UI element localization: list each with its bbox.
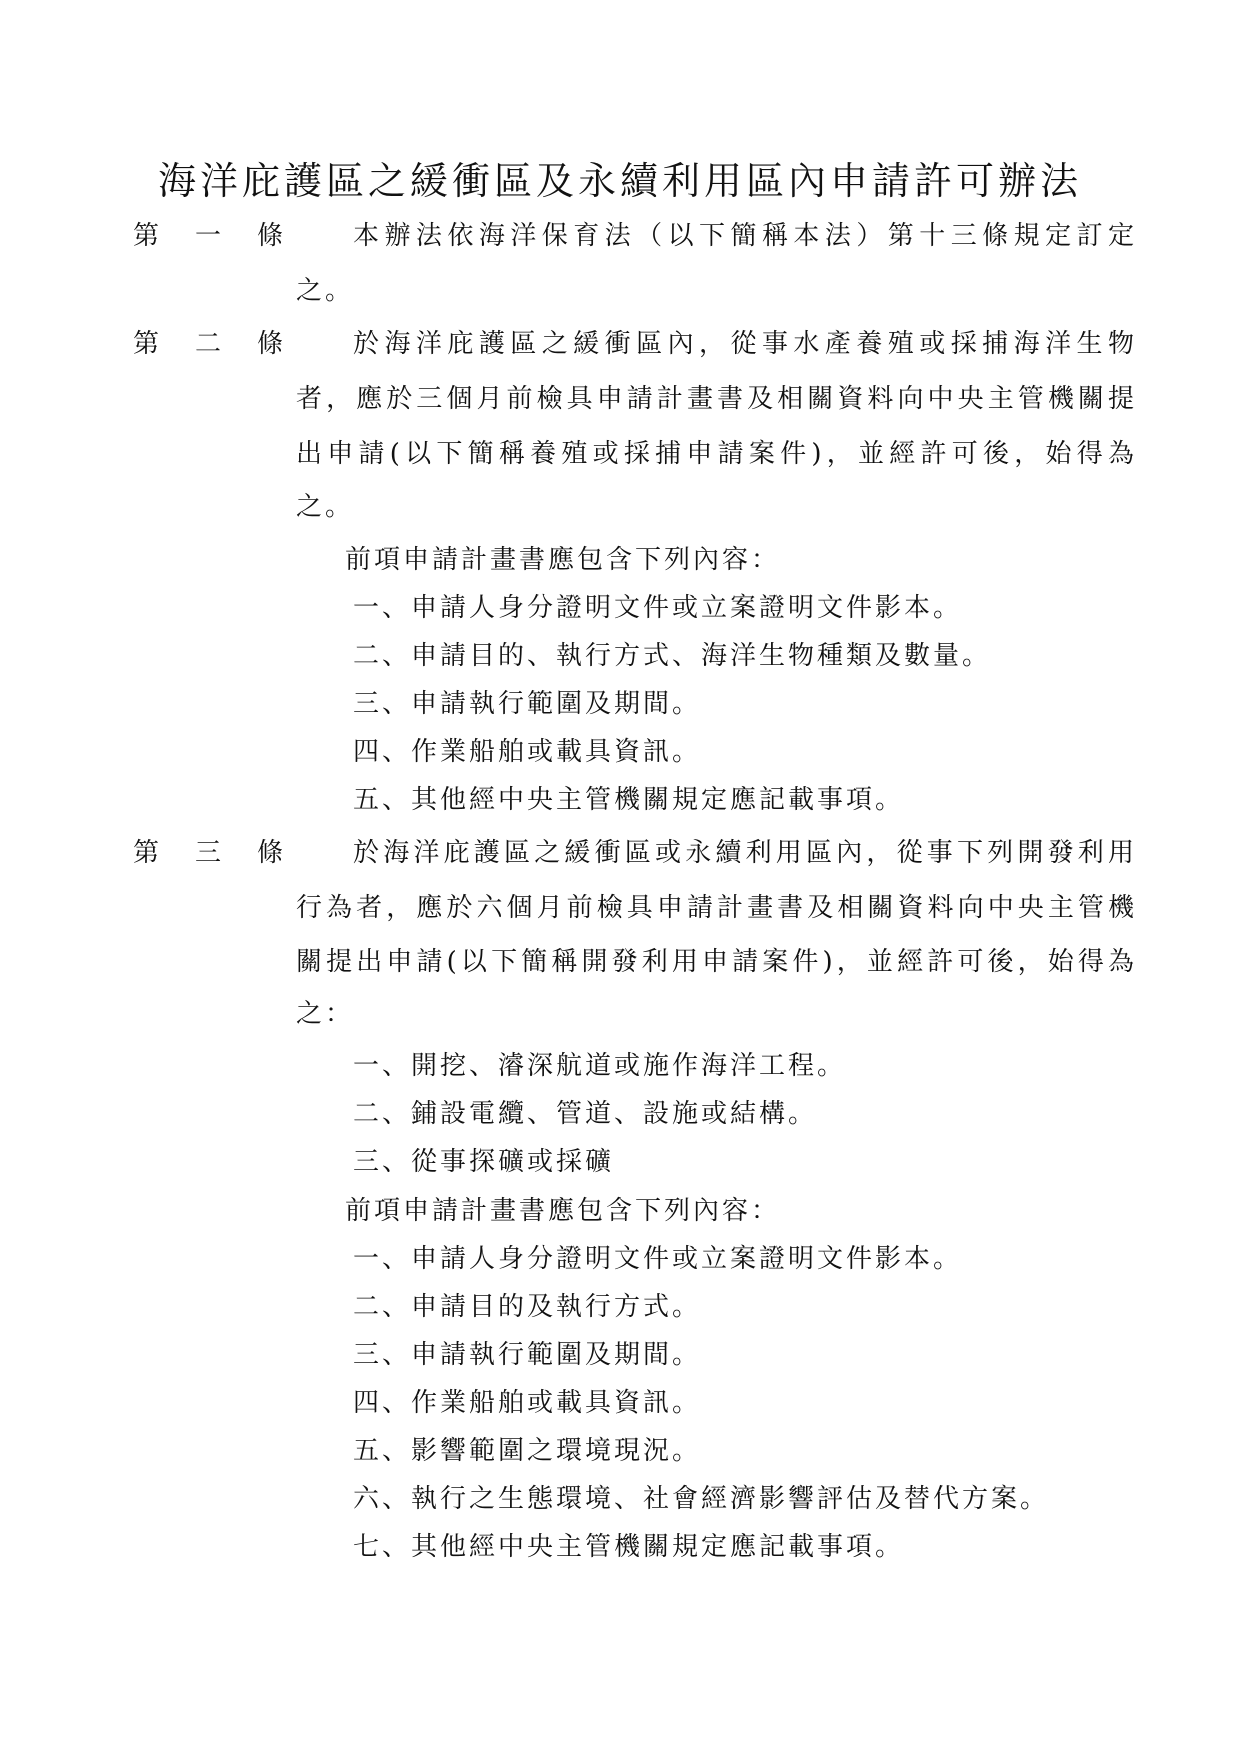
article-1-text-line: 本辦法依海洋保育法（以下簡稱本法）第十三條規定訂定 (353, 221, 1134, 251)
article-2-item: 三、申請執行範圍及期間。 (353, 689, 702, 719)
article-label-char: 條 (256, 838, 283, 868)
article-1-text-line: 之。 (296, 276, 355, 306)
article-3-text-line: 關提出申請(以下簡稱開發利用申請案件)，並經許可後，始得為 (296, 947, 1134, 977)
article-label-char: 條 (256, 329, 283, 359)
article-2-text-line: 出申請(以下簡稱養殖或採捕申請案件)，並經許可後，始得為 (296, 439, 1134, 469)
document-title: 海洋庇護區之緩衝區及永續利用區內申請許可辦法 (157, 159, 1082, 203)
article-label-char: 一 (194, 221, 221, 251)
article-3-activity: 一、開挖、濬深航道或施作海洋工程。 (353, 1051, 847, 1081)
article-label-char: 第 (133, 838, 160, 868)
article-2-text-line: 於海洋庇護區之緩衝區內，從事水產養殖或採捕海洋生物 (353, 329, 1134, 359)
article-3-item: 四、作業船舶或載具資訊。 (353, 1388, 702, 1418)
article-label-char: 二 (194, 329, 221, 359)
article-2-item: 二、申請目的、執行方式、海洋生物種類及數量。 (353, 641, 992, 671)
article-3-item: 三、申請執行範圍及期間。 (353, 1340, 702, 1370)
article-3-item: 六、執行之生態環境、社會經濟影響評估及替代方案。 (353, 1484, 1050, 1514)
article-2-text-line: 者，應於三個月前檢具申請計畫書及相關資料向中央主管機關提 (296, 384, 1134, 414)
article-2-item: 四、作業船舶或載具資訊。 (353, 737, 702, 767)
article-3-text-line: 行為者，應於六個月前檢具申請計畫書及相關資料向中央主管機 (296, 893, 1134, 923)
article-3-text-line: 於海洋庇護區之緩衝區或永續利用區內，從事下列開發利用 (353, 838, 1134, 868)
article-3-activity: 三、從事探礦或採礦 (353, 1147, 615, 1177)
article-label-char: 第 (133, 221, 160, 251)
article-3-intro: 前項申請計畫書應包含下列內容： (345, 1196, 781, 1226)
article-label-char: 第 (133, 329, 160, 359)
article-2-label (133, 326, 283, 362)
article-3-item: 五、影響範圍之環境現況。 (353, 1436, 702, 1466)
article-2-intro: 前項申請計畫書應包含下列內容： (345, 545, 781, 575)
article-label-char: 條 (256, 221, 283, 251)
article-label-char: 三 (194, 838, 221, 868)
article-2-text-line: 之。 (296, 492, 355, 522)
article-1-label (133, 218, 283, 254)
article-3-item: 七、其他經中央主管機關規定應記載事項。 (353, 1532, 905, 1562)
article-3-activity: 二、鋪設電纜、管道、設施或結構。 (353, 1099, 818, 1129)
article-2-item: 一、申請人身分證明文件或立案證明文件影本。 (353, 593, 963, 623)
article-2-item: 五、其他經中央主管機關規定應記載事項。 (353, 785, 905, 815)
article-3-item: 一、申請人身分證明文件或立案證明文件影本。 (353, 1244, 963, 1274)
article-3-item: 二、申請目的及執行方式。 (353, 1292, 702, 1322)
article-3-label (133, 835, 283, 871)
article-3-text-line: 之： (296, 999, 355, 1029)
